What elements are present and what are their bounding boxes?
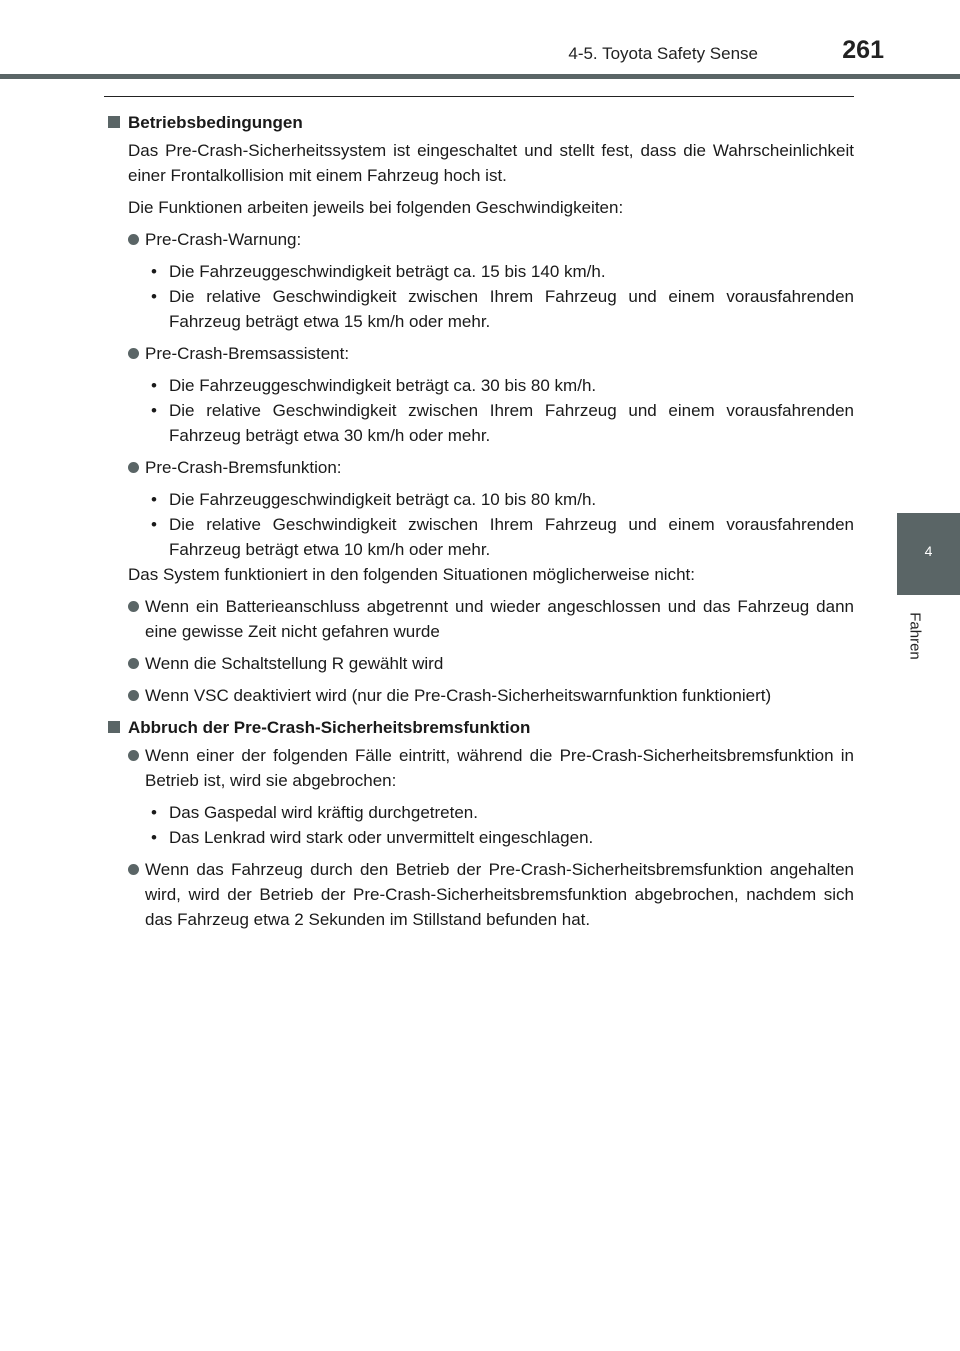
round-bullet-icon: [128, 234, 139, 245]
bullet-item: Pre-Crash-Bremsfunktion:: [128, 455, 854, 480]
chapter-label: Fahren: [906, 612, 924, 660]
sub-item: • Die Fahrzeuggeschwindigkeit beträgt ca. 15 bis 140 km/h.: [151, 262, 606, 281]
chapter-tab-label: [895, 606, 935, 666]
bullet-item: Wenn das Fahrzeug durch den Betrieb der Pre-Crash-Sicherheitsbremsfunktion angehalten wird, wird der Betrieb der Pre-Crash-Sicherheitsbremsfunktion abgebrochen, nachdem sich das Fahrzeug etwa 2 Sekunden im Stillstand befunden hat.: [128, 857, 854, 932]
chapter-tab: [897, 513, 960, 595]
bullet-item: Pre-Crash-Warnung:: [128, 227, 854, 252]
round-bullet-icon: [128, 750, 139, 761]
sub-list: [145, 373, 854, 448]
round-bullet-icon: [128, 690, 139, 701]
section-title: 4-5. Toyota Safety Sense: [568, 44, 758, 63]
sub-item: • Die relative Geschwindigkeit zwischen Ihrem Fahrzeug und einem vorausfahrenden Fahrzeug beträgt etwa 15 km/h oder mehr.: [151, 287, 854, 331]
sub-item: • Die Fahrzeuggeschwindigkeit beträgt ca. 10 bis 80 km/h.: [151, 490, 597, 509]
sub-item: • Das Gaspedal wird kräftig durchgetreten.: [151, 803, 478, 822]
bullet-item: Wenn VSC deaktiviert wird (nur die Pre-Crash-Sicherheitswarnfunktion funktioniert): [128, 683, 854, 708]
sub-item: • Die Fahrzeuggeschwindigkeit beträgt ca. 30 bis 80 km/h.: [151, 376, 597, 395]
paragraph: Das System funktioniert in den folgenden Situationen möglicherweise nicht:: [128, 565, 695, 584]
sub-list: [145, 259, 854, 334]
round-bullet-icon: [128, 462, 139, 473]
page-content: [108, 110, 854, 939]
round-bullet-icon: [128, 864, 139, 875]
top-rule: [104, 96, 854, 97]
bullet-item: Wenn die Schaltstellung R gewählt wird: [128, 651, 854, 676]
sub-list: [145, 487, 854, 562]
square-bullet-icon: [108, 116, 120, 128]
header-bar: [0, 74, 960, 79]
bullet-item: Wenn einer der folgenden Fälle eintritt, während die Pre-Crash-Sicherheitsbremsfunktion in Betrieb ist, wird sie abgebrochen:: [128, 743, 854, 793]
page-number: 261: [842, 36, 884, 64]
bullet-item: Pre-Crash-Bremsassistent:: [128, 341, 854, 366]
page-header: [0, 0, 960, 80]
paragraph: Das Pre-Crash-Sicherheitssystem ist eingeschaltet und stellt fest, dass die Wahrscheinlichkeit einer Frontalkollision mit einem Fahrzeug hoch ist.: [128, 141, 854, 185]
bullet-item: Wenn ein Batterieanschluss abgetrennt und wieder angeschlossen und das Fahrzeug dann eine gewisse Zeit nicht gefahren wurde: [128, 594, 854, 644]
section-heading: Betriebsbedingungen: [108, 110, 854, 135]
section-heading: Abbruch der Pre-Crash-Sicherheitsbremsfunktion: [108, 715, 854, 740]
square-bullet-icon: [108, 721, 120, 733]
round-bullet-icon: [128, 658, 139, 669]
chapter-number: 4: [924, 543, 933, 559]
sub-list: [145, 800, 854, 850]
round-bullet-icon: [128, 601, 139, 612]
round-bullet-icon: [128, 348, 139, 359]
sub-item: • Das Lenkrad wird stark oder unvermittelt eingeschlagen.: [151, 828, 594, 847]
paragraph: Die Funktionen arbeiten jeweils bei folgenden Geschwindigkeiten:: [128, 198, 624, 217]
sub-item: • Die relative Geschwindigkeit zwischen Ihrem Fahrzeug und einem vorausfahrenden Fahrzeug beträgt etwa 10 km/h oder mehr.: [151, 515, 854, 559]
sub-item: • Die relative Geschwindigkeit zwischen Ihrem Fahrzeug und einem vorausfahrenden Fahrzeug beträgt etwa 30 km/h oder mehr.: [151, 401, 854, 445]
